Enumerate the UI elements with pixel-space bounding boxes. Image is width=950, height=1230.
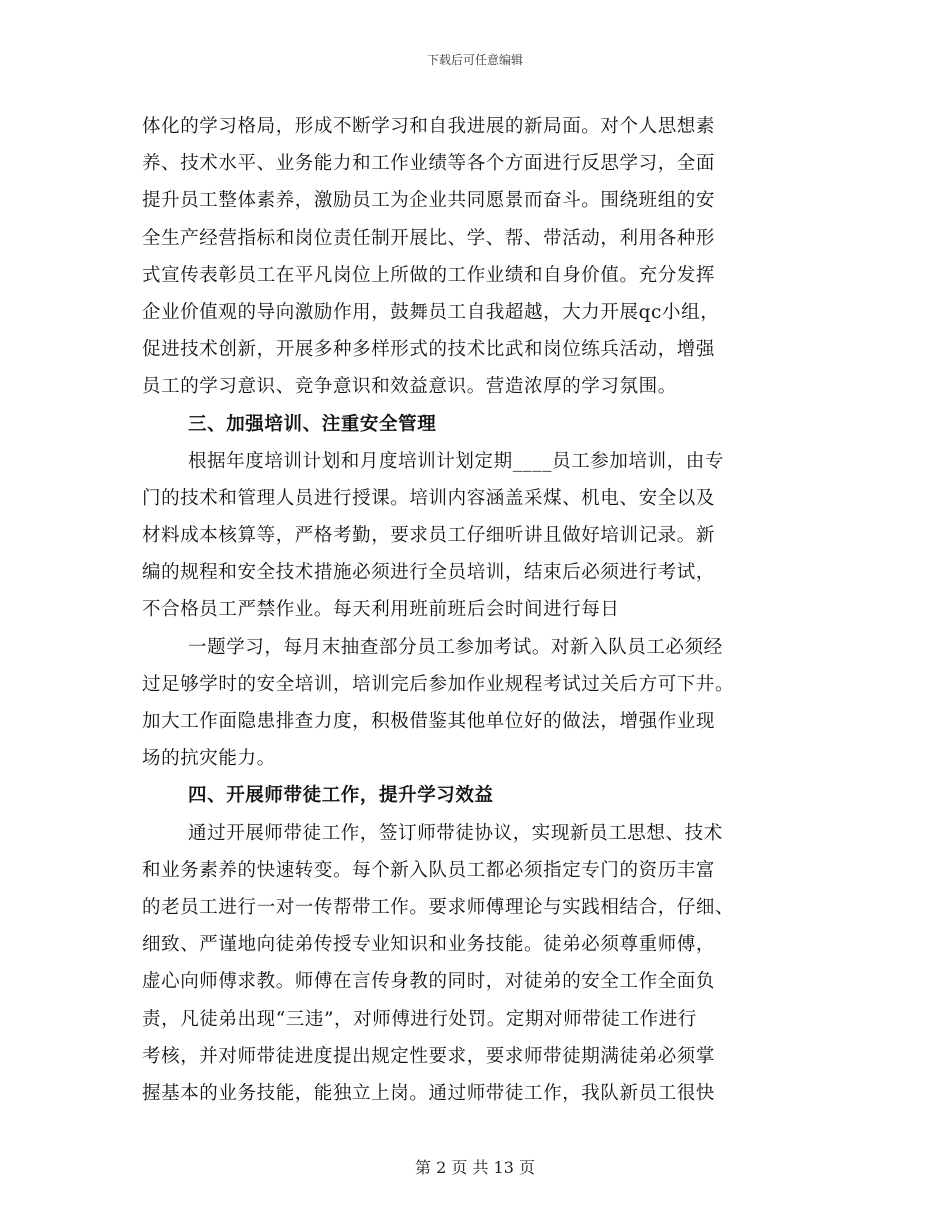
paragraph-line: 提升员工整体素养，激励员工为企业共同愿景而奋斗。围绕班组的安 — [142, 190, 716, 212]
paragraph-line: 握基本的业务技能，能独立上岗。通过师带徒工作，我队新员工很快 — [142, 1082, 716, 1104]
page-number-footer: 第 2 页 共 13 页 — [415, 1158, 535, 1177]
paragraph-line: 过足够学时的安全培训，培训完后参加作业规程考试过关后方可下井。 — [142, 673, 735, 695]
paragraph-line: 加大工作面隐患排查力度，积极借鉴其他单位好的做法，增强作业现 — [142, 711, 716, 732]
paragraph-line: 虚心向师傅求教。师傅在言传身教的同时，对徒弟的安全工作全面负 — [142, 971, 716, 993]
paragraph-line: 编的规程和安全技术措施必须进行全员培训，结束后必须进行考试， — [142, 562, 716, 584]
document-body — [142, 108, 822, 1112]
paragraph-line: 的老员工进行一对一传帮带工作。要求师傅理论与实践相结合，仔细、 — [142, 896, 735, 918]
paragraph-line: 通过开展师带徒工作，签订师带徒协议，实现新员工思想、技术 — [188, 822, 723, 844]
paragraph-line: 员工的学习意识、竞争意识和效益意识。营造浓厚的学习氛围。 — [142, 376, 677, 398]
paragraph-line: 门的技术和管理人员进行授课。培训内容涵盖采煤、机电、安全以及 — [142, 487, 716, 509]
paragraph-line: 责，凡徒弟出现“三违”，对师傅进行处罚。定期对师带徒工作进行 — [142, 1008, 697, 1030]
paragraph-line: 材料成本核算等，严格考勤，要求员工仔细听讲且做好培训记录。新 — [142, 525, 716, 547]
paragraph-line: 一题学习，每月末抽查部分员工参加考试。对新入队员工必须经 — [188, 636, 723, 658]
paragraph-line: 不合格员工严禁作业。每天利用班前班后会时间进行每日 — [142, 599, 620, 621]
paragraph-line: 全生产经营指标和岗位责任制开展比、学、帮、带活动，利用各种形 — [142, 227, 716, 249]
paragraph-line: 考核，并对师带徒进度提出规定性要求，要求师带徒期满徒弟必须掌 — [142, 1045, 716, 1067]
section-heading: 四、开展师带徒工作，提升学习效益 — [188, 785, 494, 807]
paragraph-line: 根据年度培训计划和月度培训计划定期____员工参加培训，由专 — [188, 450, 725, 472]
paragraph-line: 式宣传表彰员工在平凡岗位上所做的工作业绩和自身价值。充分发挥 — [142, 264, 716, 286]
section-heading: 三、加强培训、注重安全管理 — [188, 413, 437, 435]
paragraph-line: 细致、严谨地向徒弟传授专业知识和业务技能。徒弟必须尊重师傅， — [142, 934, 716, 956]
paragraph-line: 体化的学习格局，形成不断学习和自我进展的新局面。对个人思想素 — [142, 116, 716, 137]
paragraph-line: 企业价值观的导向激励作用，鼓舞员工自我超越，大力开展qc小组， — [142, 301, 720, 323]
paragraph-line: 养、技术水平、业务能力和工作业绩等各个方面进行反思学习，全面 — [142, 153, 716, 175]
page-header: 下载后可任意编辑 — [426, 53, 523, 67]
paragraph-line: 和业务素养的快速转变。每个新入队员工都必须指定专门的资历丰富 — [142, 859, 716, 881]
paragraph-line: 场的抗灾能力。 — [142, 748, 276, 770]
paragraph-line: 促进技术创新，开展多种多样形式的技术比武和岗位练兵活动，增强 — [142, 339, 716, 361]
